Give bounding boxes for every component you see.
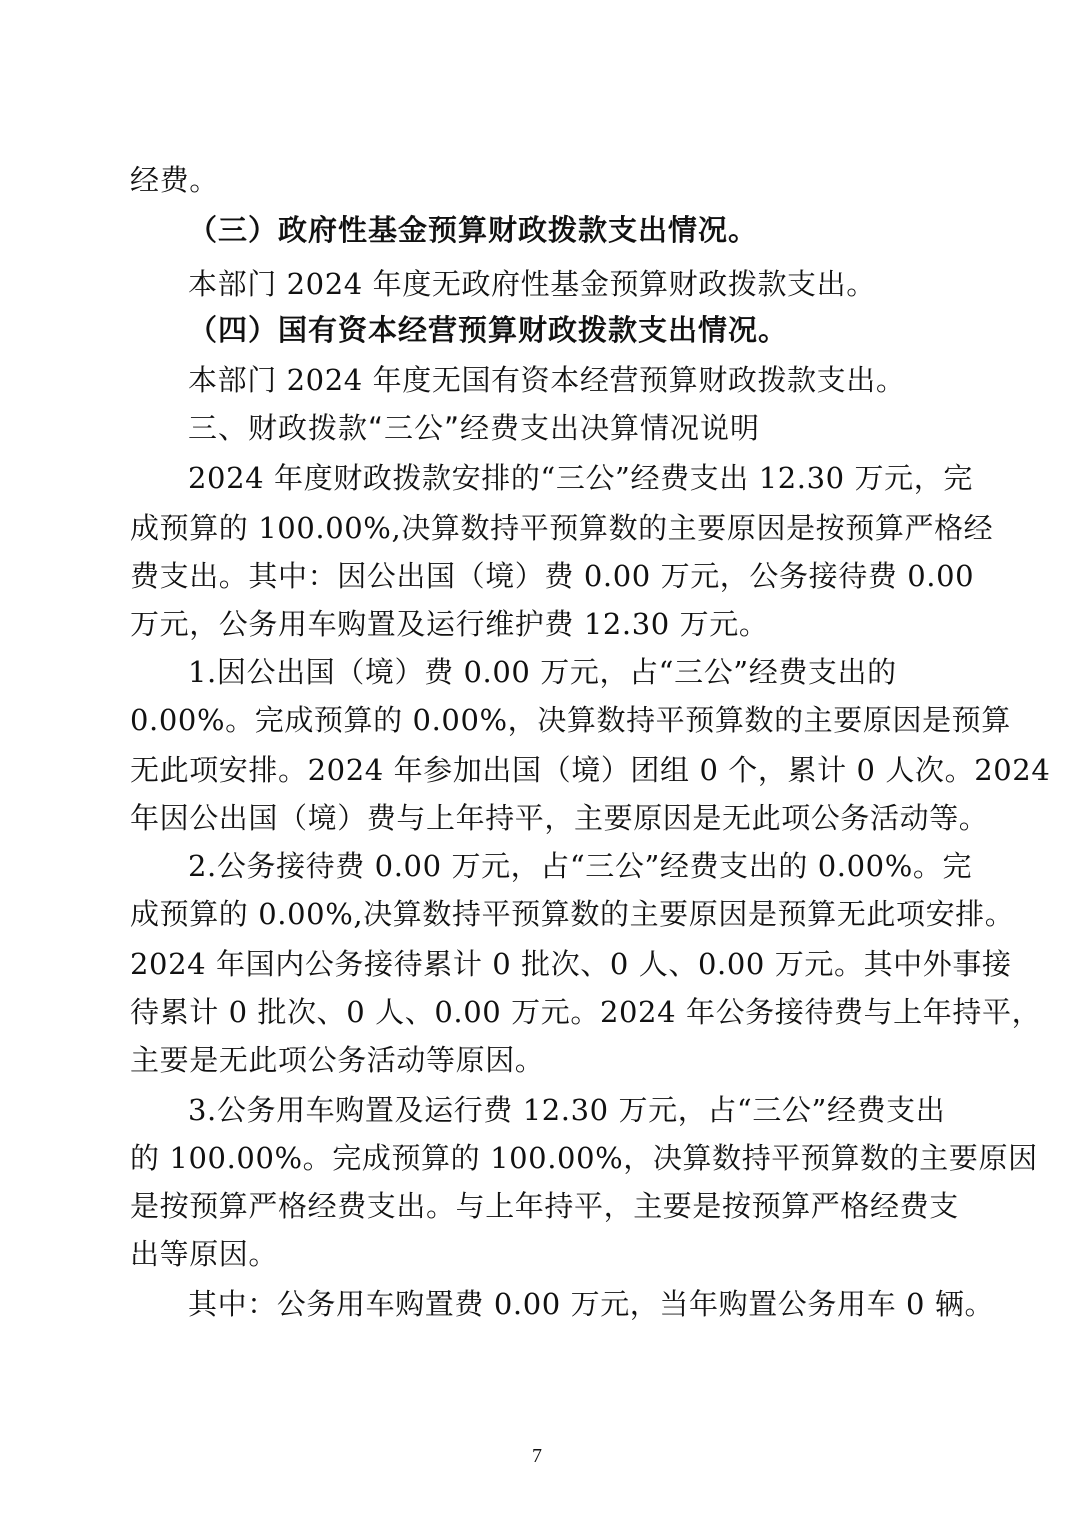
paragraph-line: 待累计 0 批次、0 人、0.00 万元。2024 年公务接待费与上年持平， — [130, 995, 1042, 1029]
paragraph-line: 1.因公出国（境）费 0.00 万元，占“三公”经费支出的 — [188, 655, 897, 689]
paragraph-line: 2.公务接待费 0.00 万元，占“三公”经费支出的 0.00%。完 — [188, 849, 973, 883]
paragraph-line: 无此项安排。2024 年参加出国（境）团组 0 个，累计 0 人次。2024 — [130, 753, 1051, 787]
paragraph-line: 主要是无此项公务活动等原因。 — [130, 1043, 545, 1077]
paragraph-line: 的 100.00%。完成预算的 100.00%，决算数持平预算数的主要原因 — [130, 1141, 1038, 1175]
paragraph-line: 2024 年国内公务接待累计 0 批次、0 人、0.00 万元。其中外事接 — [130, 947, 1012, 981]
chapter-heading-3: 三、财政拨款“三公”经费支出决算情况说明 — [188, 411, 761, 445]
paragraph-line: 2024 年度财政拨款安排的“三公”经费支出 12.30 万元，完 — [188, 461, 973, 495]
paragraph-line: 费支出。其中：因公出国（境）费 0.00 万元，公务接待费 0.00 — [130, 559, 975, 593]
paragraph-line: 年因公出国（境）费与上年持平，主要原因是无此项公务活动等。 — [130, 801, 989, 835]
paragraph-line: 经费。 — [130, 163, 219, 197]
paragraph-line: 3.公务用车购置及运行费 12.30 万元，占“三公”经费支出 — [188, 1093, 946, 1127]
paragraph-line: 本部门 2024 年度无国有资本经营预算财政拨款支出。 — [188, 363, 906, 397]
paragraph-line: 本部门 2024 年度无政府性基金预算财政拨款支出。 — [188, 267, 876, 301]
paragraph-line: 成预算的 0.00%,决算数持平预算数的主要原因是预算无此项安排。 — [130, 897, 1015, 931]
paragraph-line: 万元，公务用车购置及运行维护费 12.30 万元。 — [130, 607, 769, 641]
paragraph-line: 成预算的 100.00%,决算数持平预算数的主要原因是按预算严格经 — [130, 511, 994, 545]
paragraph-line: 是按预算严格经费支出。与上年持平，主要是按预算严格经费支 — [130, 1189, 959, 1223]
paragraph-line: 0.00%。完成预算的 0.00%，决算数持平预算数的主要原因是预算 — [130, 703, 1011, 737]
paragraph-line: 出等原因。 — [130, 1237, 279, 1271]
section-heading-4: （四）国有资本经营预算财政拨款支出情况。 — [188, 313, 789, 347]
section-heading-3: （三）政府性基金预算财政拨款支出情况。 — [188, 213, 759, 247]
paragraph-line: 其中：公务用车购置费 0.00 万元，当年购置公务用车 0 辆。 — [188, 1287, 995, 1321]
page-number: 7 — [532, 1445, 542, 1467]
